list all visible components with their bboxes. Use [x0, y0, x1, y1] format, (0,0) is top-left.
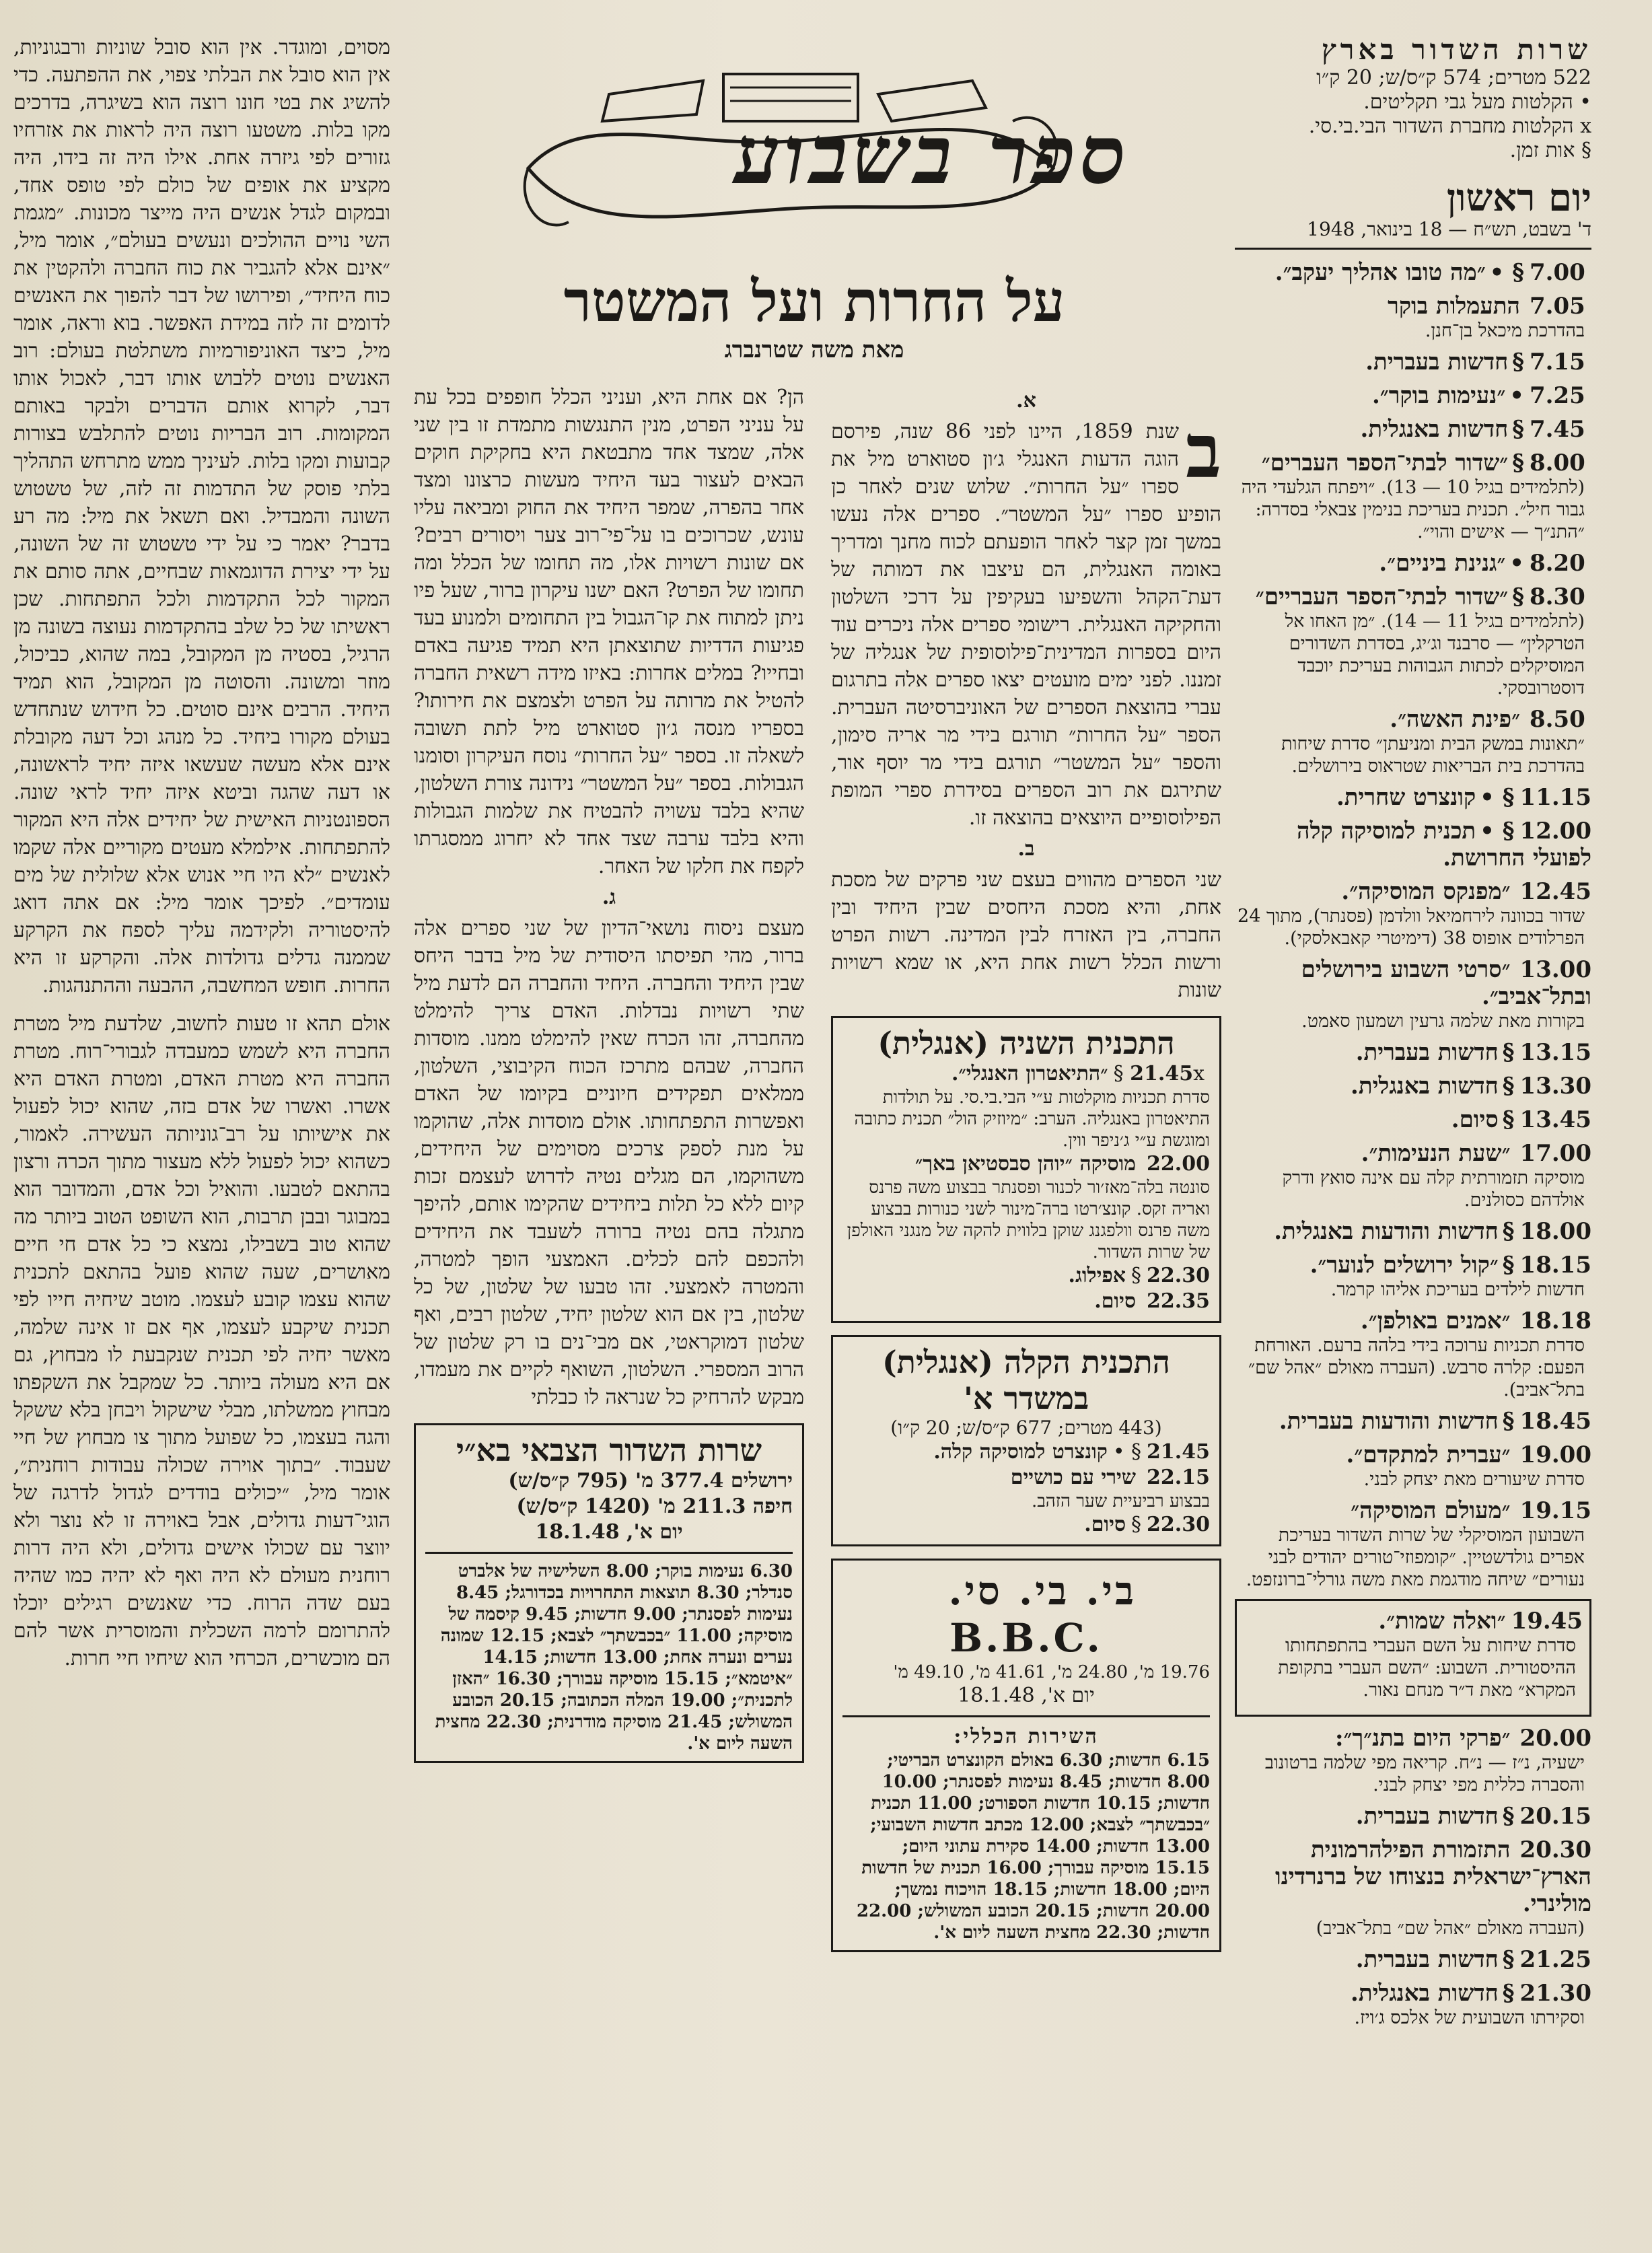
schedule-header-title: שרות השדור בארץ: [1321, 34, 1591, 66]
program-description: סדרת תכניות מוקלטות ע״י הבי.בי.סי. על תולדות התיאטרון באנגליה. הערב: ״מיוזיק הול״ תכנית כתובה ומוגשת ע״י ג׳ניפר ווין.: [854, 1087, 1210, 1151]
item-time: 19.15: [1519, 1497, 1591, 1524]
item-description: ״תאונות במשק הבית ומניעתן״ סדרת שיחות בהדרכת בית הבריאות שטראוס בירושלים.: [1281, 734, 1585, 777]
item-symbol: § •: [1489, 259, 1524, 286]
box-title: שרות השדור הצבאי בא״י: [456, 1432, 762, 1468]
item-time: 18.00: [1519, 1218, 1591, 1245]
article-paragraph: אולם תהא זו טעות לחשוב, שלדעת מיל מטרת החברה היא לשמש כמעבדה לגבורי־רוח. מטרת החברה היא מטרת האדם, ומטרת האדם היא אשרו. ואשרו של אדם בזה, שהוא יכול לפעול את אישיותו על רב־גוניותה העשירה. לאמור, כשהוא יכול לפעול ללא מעצור מתוך הכרה ורצון בהתאם לטבעו. והואיל וכל אדם, והמדובר הוא במבוגר ובבן תרבות, הוא השופט הטוב ביותר מה שהוא טוב בשבילו, נמצא כי כל אדם חי חיים מאושרים, שעה שהוא פועל בהתאם לתכנית שהוא עצמו קובע לעצמו. מוטב שיחיה חייו לפי תכנית שיקבע לעצמו, אף אם זו אינה שלמה, מאשר יחיה לפי תכנית שנקבעת לו מבחוץ, גם אם היא מעולה ביותר. כל שמקבל את השקפתו מבחוץ ממשלתו, מבלי שישקול ויבחן בלא ששקל והגה בעצמו, כל שפועל מתוך צו מבחוץ של חיי שעבוד. ״בתוך אוירה שכולה עבודות רוחנית״, אומר מיל, ״יכולים בודדים לגדול לדרגה של הוגי־דעות גדולים, אבל באוירה זו לא נוצר ולא יווצר עם שכולו אישים גדולים, ולא היה דרות רוחנית מעולם לא היה ואף לא יהיה כמו שהיה בעם שדה הרוח. כדי שאנשים רגילים יוכלו להתרומם לרמה השכלית והמוסרית אשר להם הם מוכשרים, הכרחי הוא שיחיו חיי חרות.: [13, 1012, 390, 1670]
program-title: קונצרט למוסיקה קלה.: [933, 1440, 1108, 1464]
schedule-item: [1235, 784, 1591, 811]
item-time: 19.00: [1519, 1441, 1591, 1468]
item-symbol: §: [1502, 1039, 1515, 1066]
section-number: ב.: [1017, 837, 1035, 861]
article-byline: מאת משה שטרנברג: [724, 336, 904, 363]
item-title: ״גנינת ביניים״.: [1379, 550, 1506, 577]
program-time: 22.30: [1147, 1513, 1210, 1536]
item-time: 11.15: [1519, 784, 1591, 811]
item-title: ״אמנים באולפן״.: [1360, 1308, 1511, 1334]
schedule-items-after: [1235, 1725, 1591, 2029]
item-title: ״פרקי היום בתנ״ך״:: [1334, 1725, 1511, 1752]
day-title: יום ראשון: [1446, 176, 1591, 220]
program-time: 22.35: [1147, 1289, 1210, 1313]
item-title: ״עברית למתקדם״.: [1346, 1441, 1511, 1468]
schedule-header-line: • הקלטות מעל גבי תקליטים.: [1363, 90, 1591, 114]
item-description: שדור בכוונה לירחמיאל וולדמן (פסנתר), מתוך 24 הפרלודים אופוס 38 (דימיטרי קאבאלסקי).: [1237, 906, 1585, 949]
schedule-item: [1235, 1441, 1591, 1491]
schedule-item: [1235, 550, 1591, 577]
item-symbol: §: [1512, 349, 1524, 376]
schedule-item: [1235, 1106, 1591, 1133]
item-symbol: §: [1512, 583, 1524, 610]
item-time: 21.25: [1519, 1946, 1591, 1973]
item-time: 20.15: [1519, 1803, 1591, 1830]
schedule-item: [1235, 382, 1591, 409]
article-paragraph: שני הספרים מהווים בעצם שני פרקים של מסכת אחת, והיא מסכת היחסים שבין היחיד ובין החברה, בין האזרח לבין המדינה. רשות הפרט ורשות הכלל רשות אחת היא, או שמא רשויות שונות: [831, 868, 1221, 1002]
bbc-frequencies: 19.76 מ', 24.80 מ', 41.61 מ', 49.10 מ': [893, 1662, 1210, 1682]
item-description: (לתלמידים בגיל 10 — 13). ״ויפתח הגלעדי היה גבור חיל״. תכנית בעריכת בנימין צבאלי בסדרה: ״התנ״ך — אישים והוי״.: [1241, 477, 1585, 542]
item-time: 8.00: [1530, 450, 1585, 476]
item-time: 12.45: [1519, 878, 1591, 905]
item-time: 13.45: [1519, 1106, 1591, 1133]
item-symbol: §: [1502, 1803, 1515, 1830]
item-time: 20.30: [1519, 1836, 1591, 1863]
program-time: 22.30: [1147, 1264, 1210, 1287]
item-symbol: •: [1509, 382, 1524, 409]
item-time: 8.30: [1530, 583, 1585, 610]
article-paragraph: מסוים, ומוגדר. אין הוא סובל שוניות ורבגוניות, אין הוא סובל את הבלתי צפוי, את ההפתעה. כדי להשיג את בטי חונו רוצה הוא בשיגרה, בדרכים מקו בלות. משטעו רוצה היה לראות את אזרחיו גזורים לפי גיזרה אחת. אילו היה זה בידו, היה מקציע את אופים של כולם לפי טופס אחד, ובמקום לגדל אנשים היה מייצר מכונות. ״מגמת השי נויים ההולכים ונעשים בעולם״, אומר מיל, ״אינם אלא להגביר את כוח החברה ולהקטין את כוח היחיד״, ופירושו של דבר להפוך את האנשים לדומים זה לזה במידת האפשר. בוא וראה, אומר מיל, כיצד האוניפורמיות משתלטת בעולם: רוב האנשים נוטים ללבוש אותו דבר, לאכול אותו דבר, לקרוא אותם הדברים ולבקר באותם המקומות. רוב הבריות נוטים להתלבש בצורות קבועות ומקו בלות. לעיניך ממש מתרחש התהליך בלתי פוסק של התדמות זה לזה, של טשטוש השונה והמבדיל. ואם תשאל את מיל: מה רע בדבר? יאמר כי על ידי טשטוש זה של השונה, על ידי יצירת הדוגמאות שבחיים, אתה סותם את המקור לכל התקדמות ולכל התפתחות. שכן ראשיתו של כל שלב בהתקדמות נעוצה בשונה מן הרגיל, בסטיה מן המקובל, במה שהוא, כביכול, מוזר ומשונה. והסוטה מן המקובל, הוא תמיד היחיד. הרבים אינם סוטים. כל חידוש שנתחדש בעולם מקורו ביחיד. כל מנהג וכל דעה מקובלת אינם אלא מעשה שעשאו איזה יחיד לראשונה, או דעה שהגה וביטא איזה יחיד לראי שונה. הספונטניות האישית של יחידים אלה היא המקור להתפתחות. אילמלא מעטים מקוריים אלה שקמו לאנשים ״לא היו חיי אנוש אלא שלולית של מים עומדים״. לפיכך אומר מיל: אם אתה דואג להיסטוריה ולקידמה עליך לספח את הקרקע שממנה גדלים גדולדות אלה. והקרקע זו היא החרות. חופש המחשבה, ההבעה וההתנהגות.: [13, 36, 390, 997]
item-title: חדשות בעברית.: [1365, 349, 1509, 376]
schedule-boxed-item: [1235, 1599, 1591, 1717]
item-title: חדשות בעברית.: [1355, 1803, 1499, 1830]
schedule-item: [1235, 349, 1591, 376]
program-description: בבצוע רביעיית שער הזהב.: [1031, 1491, 1210, 1511]
item-symbol: § •: [1480, 784, 1515, 811]
item-title: קונצרט שחרית.: [1336, 784, 1476, 811]
schedule-header-line: 522 מטרים; 574 ק״ס/ש; 20 ק״ו: [1316, 66, 1591, 90]
item-description: השבועון המוסיקלי של שרות השדור בעריכת אפרים גולדשטיין. ״קומפוזי־טורים יהודים לבני נעורים״ שיחה מודגמת מאת משה גורלי־ברונזפט.: [1246, 1525, 1585, 1590]
bbc-box: [831, 1559, 1221, 1952]
program-symbol: § •: [1112, 1440, 1142, 1464]
article-subcolumn-right: [831, 384, 1221, 1952]
item-symbol: §: [1502, 1946, 1515, 1973]
article-continuation-column: [13, 34, 390, 2253]
article-paragraph: מעצם ניסוח נושאי־הדיון של שני ספרים אלה ברור, מהי תפיסתו היסודית של מיל בדבר היחס שבין היחיד והחברה. היחיד והחברה הם לדעת מיל שתי רשויות נבדלות. האדם צריך להימלט מהחברה, זהו הכרח שאין להימלט ממנו. מוסדות החברה, שבהם מתרכז הכוח הקיבוצי, השלטון, ממלאים תפקידים חיוניים בקיומו של האדם ואפשרות התפתחותו. אולם מוסדות אלה, שהוקמו על מנת לספק צרכים מסוימים של היחידים, משהוקמו, הם מגלים נטיה לדרוש לעצמם זכות קיום ללא כל תלות ביחידים שהקימו אותם, להיפך מתגלה בהם נטיה ברורה לשעבד את היחידים ולהכפם להם לכלים. האמצעי הופך למטרה, והמטרה לאמצעי. זהו טבעו של שלטון, של כל שלטון, בין אם הוא שלטון יחיד, שלטון רבים, ואף שלטון דמוקראטי, אם מבי־נים בו רק שלטון של הרוב המספרי. השלטון, השואף לקיים את מעמדו, מבקש להרחיק כל שנראה לו כבלתי: [414, 917, 804, 1409]
box-line: יום א', 18.1.48: [535, 1520, 683, 1544]
box-title-second: במשדר א': [963, 1380, 1089, 1417]
article-paragraph: ב שנת 1859, היינו לפני 86 שנה, פירסם הוגה הדעות האנגלי ג׳ון סטוארט מיל את ספרו ״על החרות״. שלוש שנים לאחר כן הופיע ספרו ״על המשטר״. ספרים אלה נעשו במשך זמן קצר לאחר הופעתם לכוח מחנך ומדריך באומה האנגלית, הם עיצבו את דמותה של דעת־הקהל והשפיעו בעקיפין על דרכי השלטון והחקיקה האנגלית. רישומי ספרים אלה ניכרים עוד היום בספרות המדינית־פילוסופית של אנגליה של זמננו. לפני ימים מועטים יצאו ספרים אלה בתרגום עברי בהוצאת הספרים של האוניברסיטה העברית. הספר ״על החרות״ תורגם בידי מר אריה סימון, והספר ״על המשטר״ תורגם בידי מר יוסף אור, שתירגם את רוב הספרים בסידרת ספרי המופת הפילוסופיים היוצאים בהוצאה זו.: [831, 408, 1221, 830]
schedule-item: [1235, 1803, 1591, 1830]
program-title: סיום.: [1094, 1289, 1137, 1313]
schedule-item: [1235, 1140, 1591, 1211]
military-program-list: 6.30 נעימות בוקר; 8.00 השלישיה של אלברט סנדלר; 8.30 תוצאות התחרויות בכדורגל; 8.45 נעימות לפסנתר; 9.00 חדשות; 9.45 קיסמה של מוסיקה; 11.00 ״בכבשתך״ לצבא; 12.15 שמונה נערים ונערה אחת; 13.00 חדשות; 14.15 ״איטמא״; 15.15 מוסיקה עבורך; 16.30 ״האזן לתכנית״; 19.00 המלה הכתובה; 20.15 הכובע המשולש; 21.45 מוסיקה מודרנית; 22.30 מחצית השעה ליום א'.: [435, 1561, 793, 1754]
banner-title: ספר בשבוע: [734, 108, 1130, 203]
item-description: (לתלמידים בגיל 11 — 14). ״מן האחו אל הטרקלין״ — סרבנד וג׳יג, בסדרת השדורים המוסיקלים לכתות הגבוהות בעריכת יוכבד דוסטרובסקי.: [1285, 611, 1585, 699]
schedule-header-line: x הקלטות מחברת השדור הבי.בי.סי.: [1308, 114, 1591, 138]
light-program-box: [831, 1335, 1221, 1546]
schedule-item: [1235, 450, 1591, 543]
box-title-note: (אנגלית): [882, 1344, 993, 1380]
item-symbol: §: [1502, 1106, 1515, 1133]
day-date: ד' בשבט, תש״ח — 18 בינואר, 1948: [1235, 218, 1591, 250]
schedule-item: [1235, 1039, 1591, 1066]
item-time: 13.00: [1519, 956, 1591, 983]
item-title: חדשות באנגלית.: [1360, 416, 1509, 443]
schedule-item: [1235, 878, 1591, 950]
item-time: 18.18: [1519, 1308, 1591, 1334]
program-line: [842, 1512, 1210, 1538]
schedule-item: [1235, 1725, 1591, 1796]
program-title: מוסיקה ״יוהן סבסטיאן באך״: [914, 1152, 1137, 1176]
program-title: שירי עם כושיים: [1010, 1466, 1137, 1489]
item-description: סדרת תכניות ערוכה בידי בלהה ברעם. האורחת הפעם: קלרה סרבש. (העברה מאולם ״אהל שם״ בתל־אביב).: [1248, 1335, 1585, 1400]
schedule-item: [1235, 1073, 1591, 1100]
item-title: ״מפנקס המוסיקה״.: [1341, 878, 1511, 905]
military-radio-box: [414, 1423, 804, 1763]
item-title: ״ואלה שמות״.: [1378, 1608, 1506, 1635]
schedule-item: [1235, 956, 1591, 1032]
box-subtitle: (443 מטרים; 677 ק״ס/ש; 20 ק״ו): [890, 1417, 1162, 1439]
item-time: 20.00: [1519, 1725, 1591, 1752]
drop-cap: ב: [1185, 408, 1221, 495]
program-time: 22.00: [1147, 1152, 1210, 1176]
item-time: 7.45: [1530, 416, 1585, 443]
item-time: 7.15: [1530, 349, 1585, 376]
schedule-item: [1235, 1946, 1591, 1973]
item-title: חדשות והודעות בעברית.: [1279, 1408, 1499, 1435]
item-time: 8.50: [1530, 706, 1585, 733]
item-title: ״שדור לבתי־הספר העברים״: [1261, 450, 1509, 476]
radio-schedule-column: [1235, 34, 1591, 2036]
item-title: ״מעולם המוסיקה״: [1351, 1497, 1511, 1524]
item-title: תכנית למוסיקה קלה לפועלי החרושת.: [1297, 818, 1591, 871]
schedule-item: [1235, 1408, 1591, 1435]
program-symbol: x §: [1113, 1062, 1205, 1085]
item-description: וסקירתו השבועית של אלכס ג׳ויז.: [1354, 2007, 1585, 2028]
program-line: [842, 1439, 1210, 1465]
item-time: 18.15: [1519, 1252, 1591, 1279]
item-symbol: §: [1502, 1980, 1515, 2007]
article-subcolumn-left: [414, 384, 804, 1763]
program-title: ״התיאטרון האנגלי״.: [951, 1062, 1108, 1085]
item-time: 7.05: [1530, 293, 1585, 320]
schedule-item: [1235, 1980, 1591, 2029]
item-title: התעמלות בוקר: [1388, 293, 1520, 320]
item-symbol: •: [1509, 550, 1524, 577]
item-symbol: §: [1502, 1408, 1515, 1435]
item-title: ״שדור לבתי־הספר העבריים״: [1255, 583, 1509, 610]
schedule-items: [1235, 259, 1591, 1591]
program-line: [842, 1289, 1210, 1314]
article-paragraph: הן? אם אחת היא, ועניני הכלל חופפים בכל עת על עניני הפרט, מנין התנגשות מתמדת זו בין שני אלה, שמצד אחד מתבטאת היא בחקיקת חוקים הבאים לעצור בעד היחיד מעשות כרצונו ומצד אחר בהפרה, שמפר היחיד את החוק ומביאה עליו עונש, שכרוכים בו על־פי־רוב צער ויסורים רבים? אם שונות רשויות אלו, מה תחומו של הכלל ומה תחומו של הפרט? האם ישנו עיקרון ברור, שעל פיו ניתן למתוח את קו־הגבול בין התחומים ולמנוע בעד פגיעות הדדיות שתוצאתן היא תמיד פגיעה באדם ובחייו? במלים אחרות: באיזו מידה רשאית החברה להטיל את מרותה על הפרט ולצמצם את חירותו? בספריו מנסה ג׳ון סטוארט מיל לתת תשובה לשאלה זו. בספר ״על החרות״ נוסח העיקרון וסומנו הגבולות. בספר ״על המשטר״ נידונה צורת השלטון, שהיא בלבד עשויה להבטיח את שלמות הגבולות והיא בלבד ערבה שצד אחד לא יחרוג ממסגרתו לקפח את חלקו של האחר.: [414, 386, 804, 878]
item-symbol: §: [1502, 1218, 1515, 1245]
item-description: סדרת שיחות על השם העברי בהתפתחותו ההיסטורית. השבוע: ״השם העברי בתקופת המקרא״ מאת ד״ר מנחם נאור.: [1278, 1635, 1576, 1701]
box-line: ירושלים 377.4 מ' (795 ק״ס/ש): [508, 1469, 793, 1493]
item-time: 21.30: [1519, 1980, 1591, 2007]
program-time: 22.15: [1147, 1466, 1210, 1489]
item-description: ישעיה, נ״ז — נ״ח. קריאה מפי שלמה ברטונוב והסברה כללית מפי יצחק לבני.: [1264, 1752, 1585, 1795]
item-description: בהדרכת מיכאל בן־חנן.: [1425, 320, 1585, 341]
schedule-item: [1235, 706, 1591, 777]
item-title: חדשות באנגלית.: [1351, 1980, 1499, 2007]
item-title: התזמורת הפילהרמונית הארץ־ישראלית בנצוחו של ברנרדינו מולינרי.: [1274, 1836, 1591, 1917]
schedule-item: [1235, 259, 1591, 286]
program-time: 21.45: [1147, 1440, 1210, 1464]
item-symbol: § •: [1480, 818, 1515, 845]
program-line: [842, 1263, 1210, 1289]
schedule-item: [1235, 416, 1591, 443]
bbc-title-english: B.B.C.: [949, 1615, 1103, 1661]
item-time: 13.30: [1519, 1073, 1591, 1100]
schedule-item: [1235, 818, 1591, 871]
bbc-program-list: 6.15 חדשות; 6.30 באולם הקונצרט הבריטי; 8.00 חדשות; 8.45 נעימות לפסנתר; 10.00 חדשות; 10.15 חדשות הספורט; 11.00 תכנית ״בכבשתך״ לצבא; 12.00 מכתב חדשות השבועי; 13.00 חדשות; 14.00 סקירת עתוני היום; 15.15 מוסיקה עבורך; 16.00 תכנית של חדשות היום; 18.00 חדשות; 18.15 הויכוח נמשך; 20.00 חדשות; 20.15 הכובע המשולש; 22.00 חדשות; 22.30 מחצית השעה ליום א'.: [856, 1750, 1210, 1943]
schedule-item: [1235, 293, 1591, 342]
bbc-title-hebrew: בי. בי. סי.: [948, 1568, 1137, 1614]
program-line: [842, 1061, 1210, 1087]
item-title: חדשות באנגלית.: [1351, 1073, 1499, 1100]
item-time: 7.25: [1530, 382, 1585, 409]
article-title: על החרות ועל המשטר: [563, 268, 1065, 334]
box-line: חיפה 211.3 מ' (1420 ק״ס/ש): [516, 1495, 793, 1518]
schedule-item: [1235, 1497, 1591, 1591]
item-title: חדשות בעברית.: [1355, 1946, 1499, 1973]
item-time: 13.15: [1519, 1039, 1591, 1066]
program-title: סיום.: [1084, 1513, 1126, 1536]
item-description: חדשות לילדים בעריכת אליהו קרמר.: [1330, 1279, 1585, 1300]
second-program-box: [831, 1016, 1221, 1323]
program-symbol: §: [1131, 1513, 1142, 1536]
schedule-item: [1235, 1218, 1591, 1245]
item-description: סדרת שיעורים מאת יצחק לבני.: [1363, 1469, 1585, 1490]
item-title: ״מה טובו אהליך יעקב״.: [1274, 259, 1486, 286]
schedule-header-line: § אות זמן.: [1509, 139, 1591, 162]
schedule-item: [1235, 1308, 1591, 1401]
item-time: 12.00: [1519, 818, 1591, 845]
section-number: ג.: [602, 886, 616, 909]
item-time: 18.45: [1519, 1408, 1591, 1435]
item-title: ״סרטי השבוע בירושלים ובתל־אביב״.: [1301, 956, 1591, 1010]
bbc-heading: השירות הכללי:: [954, 1725, 1099, 1748]
box-title: התכנית הקלה: [1003, 1344, 1170, 1380]
item-title: ״קול ירושלים לנוער״.: [1309, 1252, 1499, 1279]
item-description: (העברה מאולם ״אהל שם״ בתל־אביב): [1316, 1918, 1585, 1939]
program-symbol: §: [1131, 1264, 1142, 1287]
item-time: 17.00: [1519, 1140, 1591, 1167]
program-description: סונטה בלה־מאז׳ור לכנור ופסנתר בבצוע משה פרנס ואריה זקס. קונצ׳רטו ברה־מינור לשני כנורות בבצוע משה פרנס וולפגנג שוקן בלווית להקה של מנגני האולפן של שרות השדור.: [847, 1178, 1210, 1262]
item-symbol: §: [1512, 416, 1524, 443]
item-title: חדשות בעברית.: [1355, 1039, 1499, 1066]
item-description: בקורות מאת שלמה גרעין ושמעון סאמט.: [1301, 1011, 1585, 1032]
item-symbol: §: [1502, 1073, 1515, 1100]
item-symbol: §: [1502, 1252, 1515, 1279]
item-time: 7.00: [1530, 259, 1585, 286]
program-line: [842, 1151, 1210, 1177]
item-time: 8.20: [1530, 550, 1585, 577]
schedule-item: [1235, 1836, 1591, 1939]
item-title: ״נעימות בוקר״.: [1371, 382, 1506, 409]
item-title: ״שעת הנעימות״.: [1361, 1140, 1511, 1167]
item-time: 19.45: [1511, 1608, 1583, 1635]
program-title: אפילוג.: [1068, 1264, 1126, 1287]
item-title: חדשות והודעות באנגלית.: [1274, 1218, 1499, 1245]
program-line: [842, 1465, 1210, 1491]
item-description: מוסיקה תזמורתית קלה עם אינה סואץ ודרק אולדהם כסולנים.: [1282, 1168, 1585, 1211]
item-title: סיום.: [1451, 1106, 1499, 1133]
item-title: ״פינת האשה״.: [1390, 706, 1520, 733]
schedule-item: [1235, 1252, 1591, 1301]
schedule-item: [1235, 583, 1591, 699]
item-symbol: §: [1512, 450, 1524, 476]
article-area: [407, 27, 1221, 2241]
program-time: 21.45: [1130, 1062, 1194, 1085]
bbc-date: יום א', 18.1.48: [958, 1684, 1095, 1707]
box-title: התכנית השניה (אנגלית): [877, 1025, 1175, 1061]
section-number: א.: [1016, 389, 1036, 413]
